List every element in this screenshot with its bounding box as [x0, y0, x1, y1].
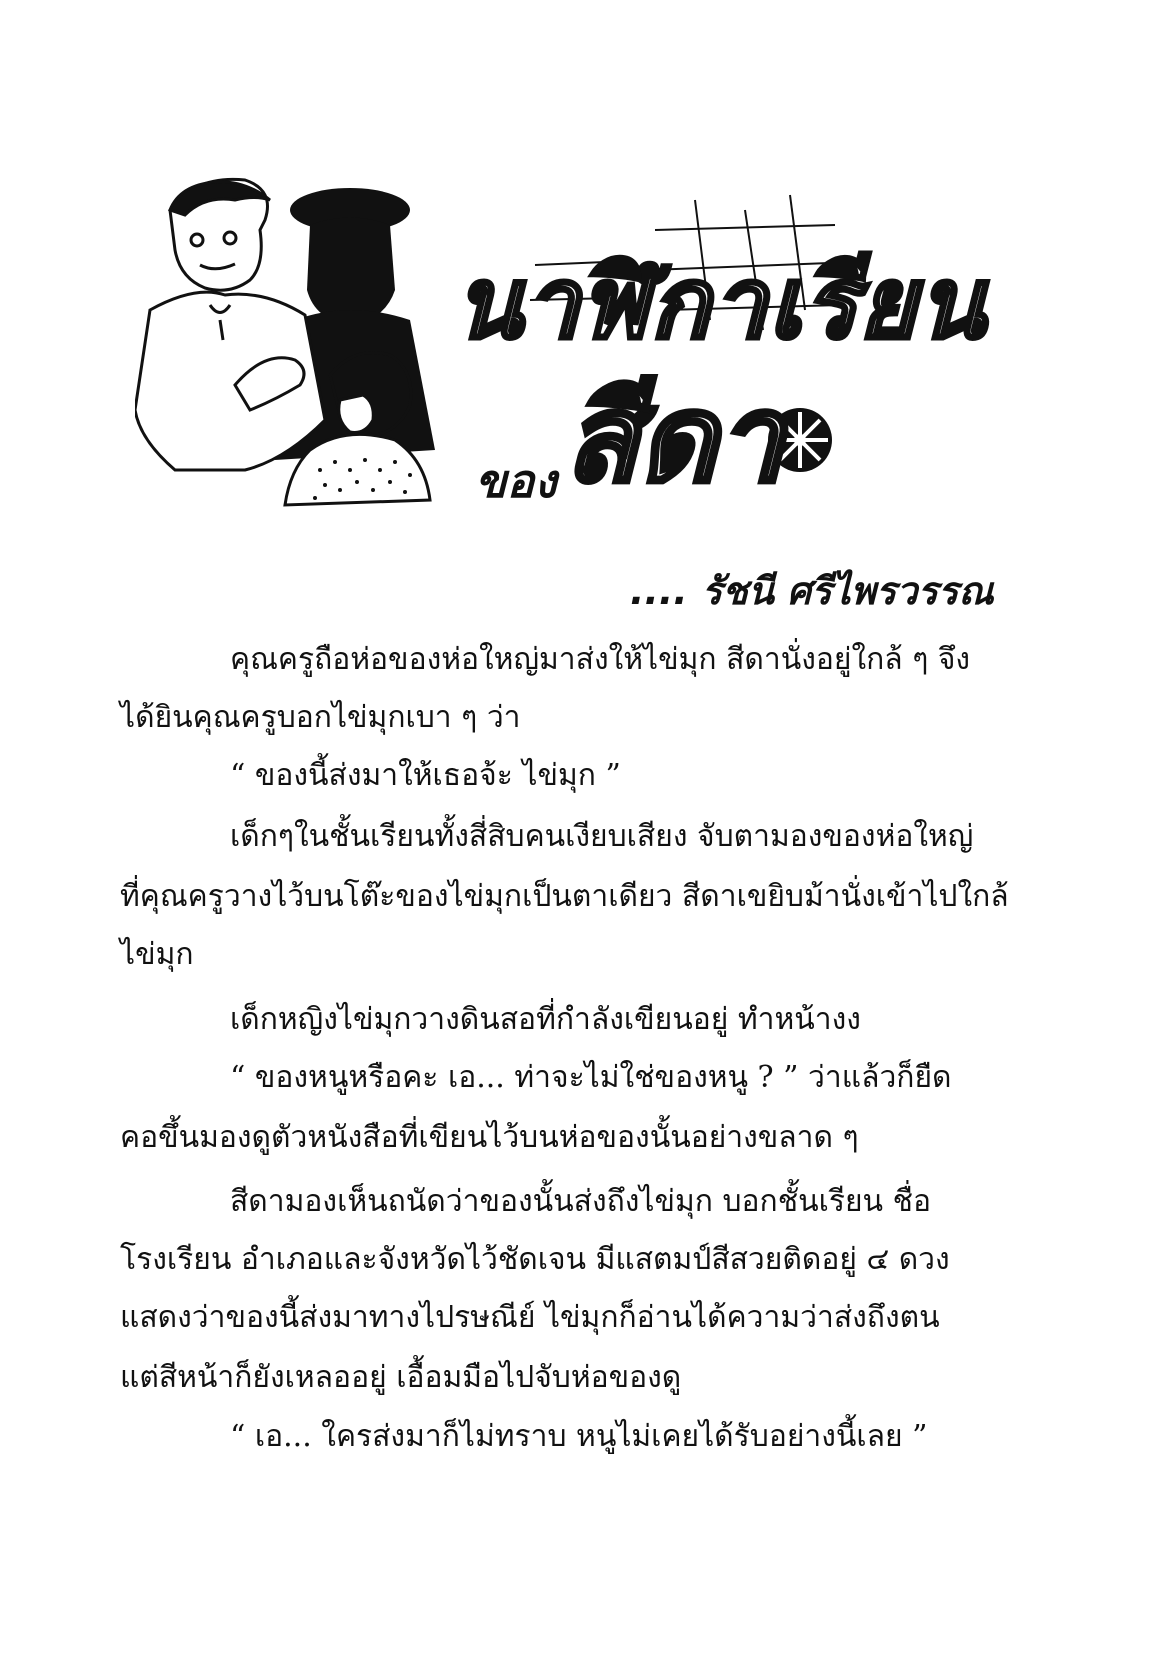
title-line-2: สีดา — [565, 370, 784, 509]
body-line: “ ของหนูหรือคะ เอ... ท่าจะไม่ใช่ของหนู ? ” ว่าแล้วก็ยืด — [230, 1060, 952, 1095]
title-line-1: นาฬิกาเรียน — [455, 247, 987, 361]
body-line: “ ของนี้ส่งมาให้เธอจ้ะ ไข่มุก ” — [230, 758, 621, 793]
body-line: แต่สีหน้าก็ยังเหลออยู่ เอื้อมมือไปจับห่อของดู — [120, 1360, 682, 1395]
body-line: คอขึ้นมองดูตัวหนังสือที่เขียนไว้บนห่อของนั้นอย่างขลาด ๆ — [120, 1120, 859, 1155]
body-line: ได้ยินคุณครูบอกไข่มุกเบา ๆ ว่า — [120, 700, 521, 735]
body-line: โรงเรียน อำเภอและจังหวัดไว้ชัดเจน มีแสตมป์สีสวยติดอยู่ ๔ ดวง — [120, 1242, 950, 1277]
body-line: เด็กหญิงไข่มุกวางดินสอที่กำลังเขียนอยู่ ทำหน้างง — [230, 1002, 861, 1037]
author-byline — [630, 560, 994, 621]
body-line: สีดามองเห็นถนัดว่าของนั้นส่งถึงไข่มุก บอกชั้นเรียน ชื่อ — [230, 1184, 931, 1219]
body-line: ไข่มุก — [120, 937, 194, 972]
author-dots: .... — [630, 569, 688, 613]
author-name: รัชนี ศรีไพรวรรณ — [701, 569, 994, 613]
body-line: “ เอ... ใครส่งมาก็ไม่ทราบ หนูไม่เคยได้รับอย่างนี้เลย ” — [230, 1419, 928, 1454]
body-line: เด็กๆในชั้นเรียนทั้งสี่สิบคนเงียบเสียง จับตามองของห่อใหญ่ — [230, 819, 974, 854]
body-line: แสดงว่าของนี้ส่งมาทางไปรษณีย์ ไข่มุกก็อ่านได้ความว่าส่งถึงตน — [120, 1300, 940, 1335]
story-title — [455, 247, 1015, 555]
man-figure — [135, 179, 325, 470]
title-connector: ของ — [475, 454, 557, 508]
body-line: คุณครูถือห่อของห่อใหญ่มาส่งให้ไข่มุก สีดานั่งอยู่ใกล้ ๆ จึง — [230, 642, 971, 677]
body-line: ที่คุณครูวางไว้บนโต๊ะของไข่มุกเป็นตาเดียว สีดาเขยิบม้านั่งเข้าไปใกล้ — [120, 879, 1009, 914]
